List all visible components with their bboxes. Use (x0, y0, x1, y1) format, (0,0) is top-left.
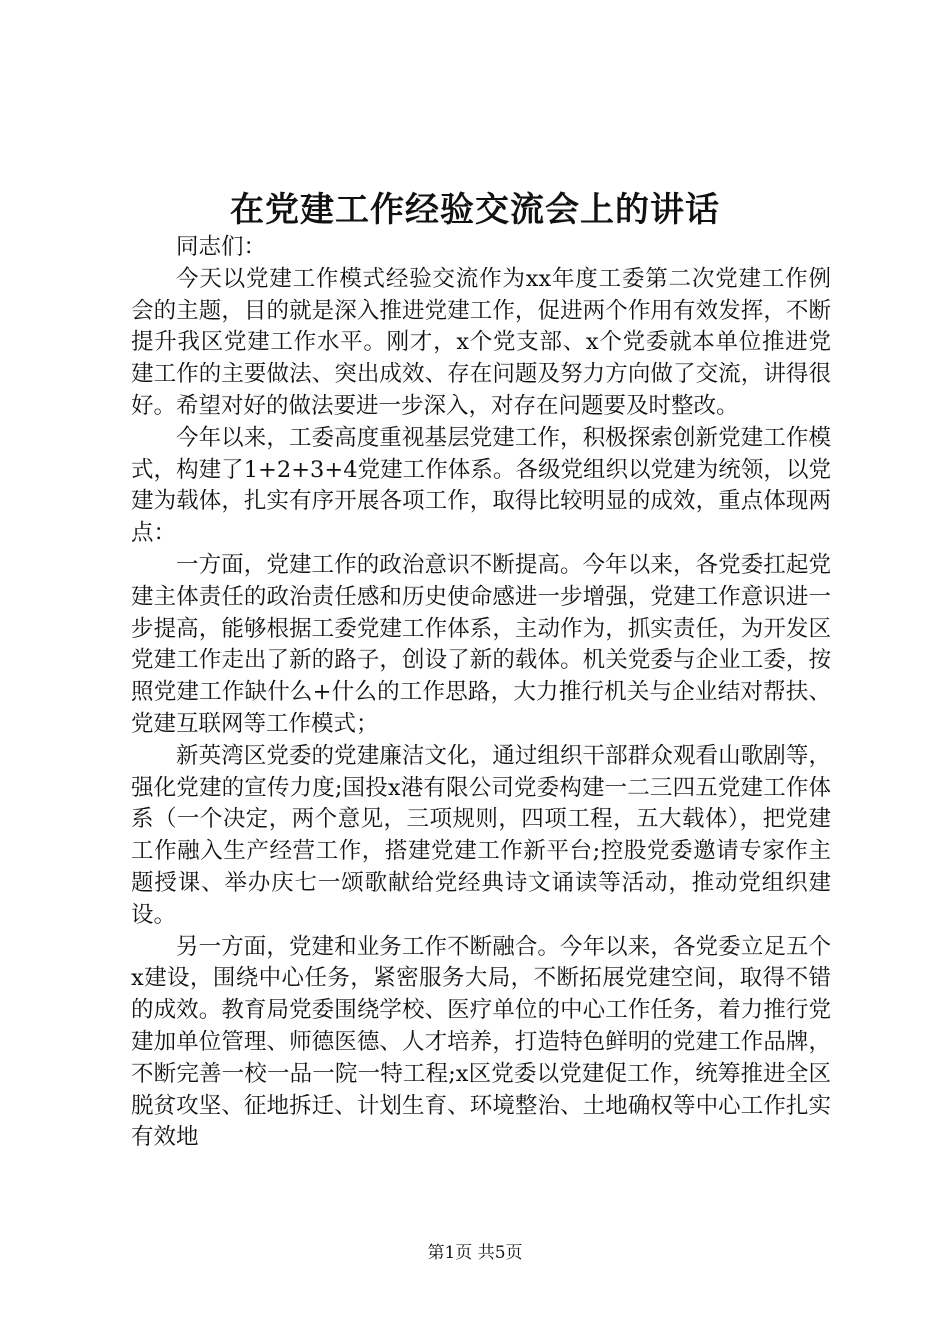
page-number-footer: 第1页 共5页 (427, 1243, 523, 1263)
paragraph: 一方面，党建工作的政治意识不断提高。今年以来，各党委扛起党建主体责任的政治责任感和历史使命感进一步增强，党建工作意识进一步提高，能够根据工委党建工作体系，主动作为，抓实责任，为开发区党建工作走出了新的路子，创设了新的载体。机关党委与企业工委，按照党建工作缺什么+什么的工作思路，大力推行机关与企业结对帮扶、党建互联网等工作模式； (131, 551, 831, 737)
salutation: 同志们： (176, 234, 267, 260)
paragraph: 今天以党建工作模式经验交流作为xx年度工委第二次党建工作例会的主题，目的就是深入推进党建工作，促进两个作用有效发挥，不断提升我区党建工作水平。刚才，x个党支部、x个党委就本单位推进党建工作的主要做法、突出成效、存在问题及努力方向做了交流，讲得很好。希望对好的做法要进一步深入，对存在问题要及时整改。 (131, 265, 831, 419)
paragraph: 新英湾区党委的党建廉洁文化，通过组织干部群众观看山歌剧等，强化党建的宣传力度;国投x港有限公司党委构建一二三四五党建工作体系（一个决定，两个意见，三项规则，四项工程，五大载体），把党建工作融入生产经营工作，搭建党建工作新平台;控股党委邀请专家作主题授课、举办庆七一颂歌献给党经典诗文诵读等活动，推动党组织建设。 (131, 742, 831, 928)
paragraph: 今年以来，工委高度重视基层党建工作，积极探索创新党建工作模式，构建了1+2+3+4党建工作体系。各级党组织以党建为统领，以党建为载体，扎实有序开展各项工作，取得比较明显的成效，重点体现两点： (131, 424, 831, 547)
paragraph: 另一方面，党建和业务工作不断融合。今年以来，各党委立足五个x建设，围绕中心任务，紧密服务大局，不断拓展党建空间，取得不错的成效。教育局党委围绕学校、医疗单位的中心工作任务，着力推行党建加单位管理、师德医德、人才培养，打造特色鲜明的党建工作品牌，不断完善一校一品一院一特工程;x区党委以党建促工作，统筹推进全区脱贫攻坚、征地拆迁、计划生育、环境整治、土地确权等中心工作扎实有效地 (131, 933, 831, 1151)
document-body (131, 232, 831, 1154)
page-title: 在党建工作经验交流会上的讲话 (230, 190, 720, 230)
